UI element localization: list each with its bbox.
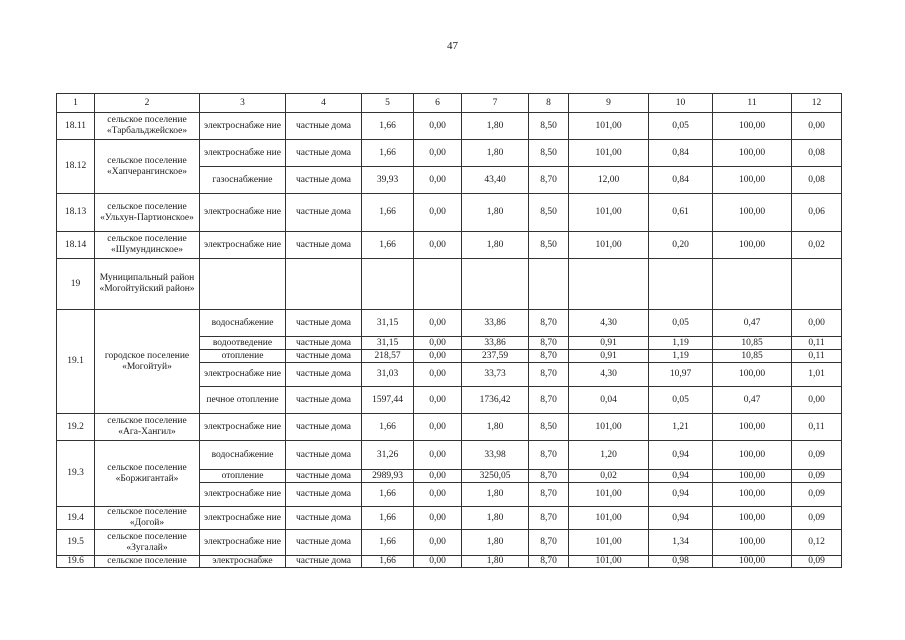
column-header: 4 (286, 94, 362, 113)
data-cell: 0,00 (414, 167, 462, 194)
data-cell: 0,00 (414, 113, 462, 140)
data-cell: 100,00 (713, 483, 792, 507)
data-cell: частные дома (286, 387, 362, 414)
data-cell: 1,66 (362, 483, 414, 507)
data-cell: 0,61 (649, 194, 713, 232)
data-cell: 100,00 (713, 530, 792, 556)
settlement-name-cell: сельское поселение «Зугалай» (95, 530, 200, 556)
data-cell: 0,09 (792, 507, 842, 530)
data-cell: 8,70 (529, 350, 569, 363)
data-cell (792, 259, 842, 310)
data-cell: 101,00 (569, 113, 649, 140)
row-number-cell: 18.14 (57, 232, 95, 259)
data-cell: 2989,93 (362, 470, 414, 483)
data-cell: частные дома (286, 556, 362, 568)
settlement-name-cell: сельское поселение (95, 556, 200, 568)
data-cell: 1,80 (462, 530, 529, 556)
data-cell: 1,01 (792, 363, 842, 387)
data-cell: 0,02 (792, 232, 842, 259)
data-cell: 0,00 (414, 310, 462, 337)
data-cell: отопление (200, 350, 286, 363)
table-row (57, 530, 842, 556)
data-cell: частные дома (286, 232, 362, 259)
data-cell: 1,80 (462, 556, 529, 568)
data-cell: частные дома (286, 167, 362, 194)
data-cell: 1,80 (462, 194, 529, 232)
data-cell: 0,00 (414, 556, 462, 568)
data-cell: 0,00 (414, 350, 462, 363)
table-row (57, 507, 842, 530)
data-cell: 1,66 (362, 113, 414, 140)
data-cell: частные дома (286, 441, 362, 470)
column-header: 11 (713, 94, 792, 113)
data-cell: 8,70 (529, 483, 569, 507)
data-cell: 33,86 (462, 310, 529, 337)
data-cell: 100,00 (713, 113, 792, 140)
settlement-name-cell: городское поселение «Могойтуй» (95, 310, 200, 414)
data-cell: 0,00 (414, 530, 462, 556)
data-cell: 8,70 (529, 470, 569, 483)
table-row (57, 441, 842, 470)
data-cell: 1,80 (462, 113, 529, 140)
data-cell: 8,70 (529, 167, 569, 194)
data-cell (462, 259, 529, 310)
data-cell: 218,57 (362, 350, 414, 363)
data-cell: 237,59 (462, 350, 529, 363)
data-cell: 0,00 (414, 470, 462, 483)
data-cell: 101,00 (569, 194, 649, 232)
data-cell: 100,00 (713, 507, 792, 530)
data-cell: 1736,42 (462, 387, 529, 414)
settlement-name-cell: сельское поселение «Хапчерангинское» (95, 140, 200, 194)
settlement-name-cell: сельское поселение «Боржигантай» (95, 441, 200, 507)
data-cell: 1,34 (649, 530, 713, 556)
data-cell: 0,11 (792, 337, 842, 350)
data-cell: 8,70 (529, 530, 569, 556)
column-header: 3 (200, 94, 286, 113)
data-cell: электроснабже ние (200, 483, 286, 507)
data-cell: 31,26 (362, 441, 414, 470)
column-header: 10 (649, 94, 713, 113)
data-cell: 1,19 (649, 350, 713, 363)
data-cell: 0,91 (569, 350, 649, 363)
settlement-name-cell: сельское поселение «Ага-Хангил» (95, 414, 200, 441)
data-cell: электроснабже ние (200, 194, 286, 232)
data-cell: частные дома (286, 363, 362, 387)
table-row (57, 310, 842, 337)
data-cell: 43,40 (462, 167, 529, 194)
data-cell: 100,00 (713, 194, 792, 232)
data-cell: частные дома (286, 507, 362, 530)
data-cell: 0,47 (713, 387, 792, 414)
data-cell: 100,00 (713, 232, 792, 259)
data-cell: частные дома (286, 310, 362, 337)
data-cell: 0,00 (414, 483, 462, 507)
data-cell: 8,70 (529, 310, 569, 337)
data-cell: электроснабже ние (200, 414, 286, 441)
table-body (57, 113, 842, 568)
data-cell: 1,80 (462, 140, 529, 167)
settlement-name-cell: сельское поселение «Тарбальджейское» (95, 113, 200, 140)
table-row (57, 259, 842, 310)
data-cell (286, 259, 362, 310)
data-cell: 8,50 (529, 414, 569, 441)
data-cell: частные дома (286, 194, 362, 232)
data-cell: 0,84 (649, 140, 713, 167)
data-cell: 100,00 (713, 556, 792, 568)
data-cell: 8,70 (529, 363, 569, 387)
row-number-cell: 19.5 (57, 530, 95, 556)
column-header: 1 (57, 94, 95, 113)
data-cell: 0,94 (649, 470, 713, 483)
data-cell: 33,73 (462, 363, 529, 387)
data-cell: частные дома (286, 530, 362, 556)
data-cell: 0,05 (649, 387, 713, 414)
data-cell: 0,12 (792, 530, 842, 556)
data-cell: печное отопление (200, 387, 286, 414)
data-cell: 0,47 (713, 310, 792, 337)
data-cell: 1,20 (569, 441, 649, 470)
data-cell: 10,85 (713, 337, 792, 350)
data-cell: 39,93 (362, 167, 414, 194)
data-cell: 101,00 (569, 483, 649, 507)
data-cell: 0,94 (649, 483, 713, 507)
data-cell: 0,94 (649, 507, 713, 530)
page-number: 47 (447, 40, 458, 52)
data-cell: 0,00 (414, 387, 462, 414)
data-cell: 100,00 (713, 441, 792, 470)
data-cell: 8,50 (529, 113, 569, 140)
data-cell: водоснабжение (200, 441, 286, 470)
data-cell (200, 259, 286, 310)
data-cell: 101,00 (569, 232, 649, 259)
data-cell: 1,66 (362, 414, 414, 441)
data-cell: 33,98 (462, 441, 529, 470)
data-cell: 0,09 (792, 556, 842, 568)
data-cell: частные дома (286, 113, 362, 140)
settlement-name-cell: сельское поселение «Ульхун-Партионское» (95, 194, 200, 232)
data-cell: электроснабже ние (200, 140, 286, 167)
table-row (57, 232, 842, 259)
data-cell: 31,03 (362, 363, 414, 387)
data-cell: электроснабже ние (200, 507, 286, 530)
data-cell: 10,97 (649, 363, 713, 387)
data-cell: 8,70 (529, 507, 569, 530)
data-cell: 4,30 (569, 363, 649, 387)
data-cell: 0,00 (414, 507, 462, 530)
data-cell: частные дома (286, 337, 362, 350)
data-cell: 100,00 (713, 363, 792, 387)
data-cell: 1,66 (362, 194, 414, 232)
data-cell: 4,30 (569, 310, 649, 337)
data-cell: 0,09 (792, 483, 842, 507)
data-cell: 0,08 (792, 140, 842, 167)
data-cell: 1597,44 (362, 387, 414, 414)
data-cell: отопление (200, 470, 286, 483)
data-cell: электроснабже ние (200, 363, 286, 387)
data-cell: 0,98 (649, 556, 713, 568)
data-cell (713, 259, 792, 310)
data-cell: 101,00 (569, 556, 649, 568)
data-cell: 0,04 (569, 387, 649, 414)
data-cell: частные дома (286, 483, 362, 507)
data-cell: частные дома (286, 350, 362, 363)
data-cell: 1,66 (362, 556, 414, 568)
data-cell: 1,66 (362, 232, 414, 259)
data-cell: 8,70 (529, 387, 569, 414)
row-number-cell: 19.1 (57, 310, 95, 414)
data-cell: 0,00 (414, 194, 462, 232)
data-cell: 1,80 (462, 483, 529, 507)
data-cell: частные дома (286, 140, 362, 167)
data-cell: 1,19 (649, 337, 713, 350)
data-cell: 100,00 (713, 140, 792, 167)
data-cell: 0,08 (792, 167, 842, 194)
data-cell: 100,00 (713, 470, 792, 483)
data-cell (414, 259, 462, 310)
data-cell: 8,70 (529, 441, 569, 470)
data-cell: водоотведение (200, 337, 286, 350)
settlement-name-cell: сельское поселение «Шумундинское» (95, 232, 200, 259)
data-cell: 1,80 (462, 414, 529, 441)
data-cell: 8,50 (529, 232, 569, 259)
data-cell: 1,66 (362, 507, 414, 530)
table-row (57, 140, 842, 167)
data-cell: 0,02 (569, 470, 649, 483)
column-header: 5 (362, 94, 414, 113)
data-cell: 0,11 (792, 350, 842, 363)
table-row (57, 414, 842, 441)
data-cell: 100,00 (713, 414, 792, 441)
table-row (57, 113, 842, 140)
data-cell: 1,66 (362, 530, 414, 556)
data-cell: 33,86 (462, 337, 529, 350)
row-number-cell: 19.3 (57, 441, 95, 507)
data-cell (529, 259, 569, 310)
data-cell: 8,50 (529, 140, 569, 167)
data-cell: электроснабже ние (200, 232, 286, 259)
row-number-cell: 18.13 (57, 194, 95, 232)
data-cell: 1,21 (649, 414, 713, 441)
data-cell: электроснабже (200, 556, 286, 568)
row-number-cell: 19.4 (57, 507, 95, 530)
column-header: 2 (95, 94, 200, 113)
data-cell: 101,00 (569, 530, 649, 556)
data-cell: 0,91 (569, 337, 649, 350)
data-cell: 1,80 (462, 232, 529, 259)
column-header: 9 (569, 94, 649, 113)
header-row (57, 94, 842, 113)
data-cell: 100,00 (713, 167, 792, 194)
tariff-table (56, 93, 842, 568)
data-cell: 0,06 (792, 194, 842, 232)
row-number-cell: 19.2 (57, 414, 95, 441)
data-cell: 12,00 (569, 167, 649, 194)
data-cell: 8,50 (529, 194, 569, 232)
settlement-name-cell: Муниципальный район «Могойтуйский район» (95, 259, 200, 310)
data-cell: электроснабже ние (200, 113, 286, 140)
data-cell: 0,00 (414, 414, 462, 441)
data-cell: 1,80 (462, 507, 529, 530)
table-row (57, 194, 842, 232)
data-cell: 0,00 (414, 337, 462, 350)
settlement-name-cell: сельское поселение «Догой» (95, 507, 200, 530)
data-cell: 31,15 (362, 310, 414, 337)
data-cell: 0,05 (649, 113, 713, 140)
row-number-cell: 19.6 (57, 556, 95, 568)
data-cell: 0,00 (792, 387, 842, 414)
data-cell: частные дома (286, 414, 362, 441)
data-cell (649, 259, 713, 310)
data-cell: 0,94 (649, 441, 713, 470)
data-cell: 0,00 (414, 140, 462, 167)
data-cell: 0,84 (649, 167, 713, 194)
column-header: 8 (529, 94, 569, 113)
data-cell: 0,09 (792, 441, 842, 470)
data-cell: 0,00 (414, 232, 462, 259)
table-row (57, 556, 842, 568)
data-cell: водоснабжение (200, 310, 286, 337)
row-number-cell: 18.12 (57, 140, 95, 194)
data-cell: 0,09 (792, 470, 842, 483)
data-cell: 0,00 (792, 310, 842, 337)
data-cell: 8,70 (529, 556, 569, 568)
row-number-cell: 18.11 (57, 113, 95, 140)
data-cell: 101,00 (569, 140, 649, 167)
data-cell: 3250,05 (462, 470, 529, 483)
data-cell: 8,70 (529, 337, 569, 350)
data-cell: 31,15 (362, 337, 414, 350)
data-cell: 1,66 (362, 140, 414, 167)
data-cell: частные дома (286, 470, 362, 483)
column-header: 6 (414, 94, 462, 113)
data-cell (362, 259, 414, 310)
data-cell: 0,00 (414, 363, 462, 387)
data-cell: 0,20 (649, 232, 713, 259)
row-number-cell: 19 (57, 259, 95, 310)
data-cell: 101,00 (569, 507, 649, 530)
data-cell: 101,00 (569, 414, 649, 441)
column-header: 12 (792, 94, 842, 113)
data-cell (569, 259, 649, 310)
data-cell: 10,85 (713, 350, 792, 363)
data-cell: 0,05 (649, 310, 713, 337)
column-header: 7 (462, 94, 529, 113)
data-cell: газоснабжение (200, 167, 286, 194)
data-cell: 0,00 (414, 441, 462, 470)
data-cell: электроснабже ние (200, 530, 286, 556)
data-cell: 0,11 (792, 414, 842, 441)
data-cell: 0,00 (792, 113, 842, 140)
